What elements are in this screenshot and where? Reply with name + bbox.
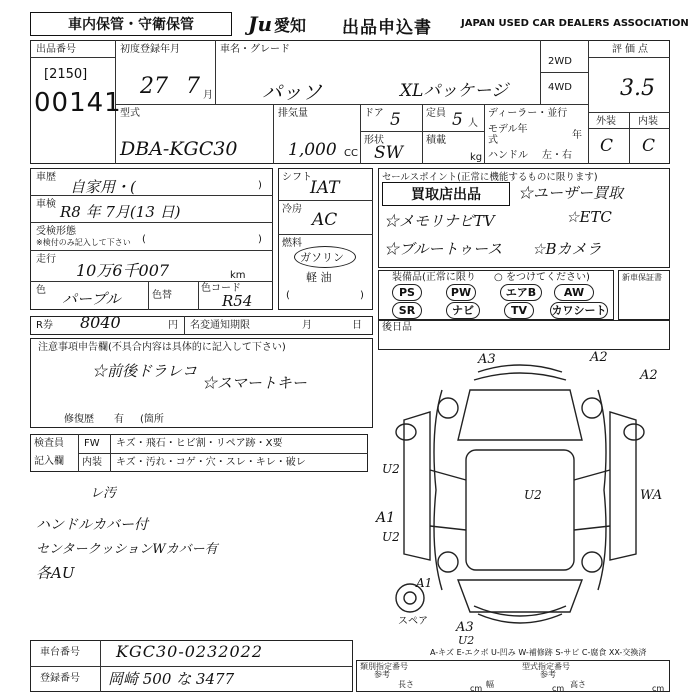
organization-name: JAPAN USED CAR DEALERS ASSOCIATION xyxy=(461,18,689,29)
equipment-circle-symbol: ○ xyxy=(494,272,503,283)
displacement-value: 1,000 xyxy=(288,140,337,160)
equip-navi: ナビ xyxy=(446,302,480,319)
logo-mark: Ju xyxy=(248,12,273,36)
recycle-label: R券 xyxy=(36,320,53,331)
height-unit: cm xyxy=(652,684,665,693)
sales-point-4: ☆ブルートゥース xyxy=(384,240,503,258)
inspector-label-1: 検査員 xyxy=(34,438,64,449)
model-name-value: パッソ xyxy=(262,80,322,104)
chassis-label: 車台番号 xyxy=(40,647,80,658)
sales-point-label: セールスポイント(正常に機能するものに限ります) xyxy=(382,172,598,183)
class-number-ref: 参考 xyxy=(374,670,390,679)
aircon-value: AC xyxy=(312,210,338,230)
color-code-label: 色コード xyxy=(201,283,241,294)
damage-legend: A-キズ E-エクボ U-凹み W-補修跡 S-サビ C-腐食 XX-交換済 xyxy=(430,648,647,657)
diesel-option: 軽 油 xyxy=(306,271,332,284)
gasoline-circle xyxy=(294,246,356,268)
warranty-label: 新車保証書 xyxy=(622,273,662,282)
exterior-score: C xyxy=(600,136,614,156)
deadline-day-unit: 日 xyxy=(352,320,362,331)
equip-sr: SR xyxy=(392,302,422,319)
history-label: 車歴 xyxy=(36,172,56,183)
width-unit: cm xyxy=(552,684,565,693)
equip-tv: TV xyxy=(504,302,534,319)
form-title: 出品申込書 xyxy=(342,18,432,38)
damage-mark-left-rear: A1 xyxy=(376,510,396,526)
inspector-row2-cat: 内装 xyxy=(82,457,102,468)
history-close: ) xyxy=(258,180,262,191)
fuel-label: 燃料 xyxy=(282,238,302,249)
damage-mark-right-top: A2 xyxy=(640,368,658,383)
damage-mark-rear: A3 xyxy=(456,620,474,635)
repair-history-value: 有 xyxy=(114,414,124,425)
type-label: 型式 xyxy=(120,108,140,119)
interior-label: 内装 xyxy=(638,116,658,127)
car-damage-diagram xyxy=(370,350,670,635)
door-label: ドア xyxy=(364,108,384,119)
receive-type-label: 受検形態 xyxy=(36,226,76,237)
color-value: パープル xyxy=(62,290,121,308)
width-label: 幅 xyxy=(486,680,494,689)
history-value: 自家用・( xyxy=(70,178,136,196)
damage-mark-left-quarter: A1 xyxy=(416,576,433,590)
capacity-unit: 人 xyxy=(468,118,478,129)
equipment-mark-label: をつけてください) xyxy=(506,272,590,283)
logo-text: 愛知 xyxy=(274,15,307,35)
load-unit: kg xyxy=(470,152,483,163)
remark-2: ハンドルカバー付 xyxy=(36,517,148,533)
remark-4: 各AU xyxy=(36,564,75,582)
shape-label: 形状 xyxy=(364,135,384,146)
length-unit: cm xyxy=(470,684,483,693)
shift-label: シフト xyxy=(282,172,312,183)
exterior-label: 外装 xyxy=(596,116,616,127)
capacity-label: 定員 xyxy=(426,108,446,119)
later-items-block xyxy=(378,320,670,350)
repair-place-label: (箇所 xyxy=(140,414,164,425)
equip-seat: カワシート xyxy=(551,304,607,317)
mileage-label: 走行 xyxy=(36,254,56,265)
first-registration-year: 27 xyxy=(140,74,168,99)
handle-label: ハンドル xyxy=(488,150,528,161)
chassis-value: KGC30-0232022 xyxy=(116,642,263,661)
inspector-row1: キズ・飛石・ヒビ割・リペア跡・X要 xyxy=(116,438,283,449)
score-label: 評価点 xyxy=(612,44,651,55)
equip-aw: AW xyxy=(554,284,594,301)
plate-label: 登録番号 xyxy=(40,673,80,684)
sales-point-2: ☆メモリナビTV xyxy=(384,212,495,230)
shift-value: IAT xyxy=(310,178,340,198)
notes-line-2: ☆スマートキー xyxy=(202,374,307,392)
year-unit: 年 xyxy=(572,130,582,141)
sales-point-1: ☆ユーザー買取 xyxy=(518,184,624,202)
recycle-unit: 円 xyxy=(168,320,178,331)
remark-1: レ汚 xyxy=(90,486,117,501)
equip-pw: PW xyxy=(446,284,476,301)
aircon-label: 冷房 xyxy=(282,204,302,215)
lot-sub-number: [2150] xyxy=(44,67,88,82)
fuel-paren-open: ( xyxy=(286,290,290,301)
damage-mark-right-side: WA xyxy=(640,488,663,503)
color-code-value: R54 xyxy=(222,292,253,310)
later-items-label: 後日品 xyxy=(382,322,412,333)
class-number-tag: 類別指定番号 xyxy=(360,662,408,671)
damage-mark-front-right: A2 xyxy=(590,350,608,365)
mileage-value: 10万6千007 xyxy=(76,261,170,280)
door-value: 5 xyxy=(390,110,401,130)
first-registration-label: 初度登録年月 xyxy=(120,44,180,55)
grade-value: XLパッケージ xyxy=(400,81,509,101)
association-logo xyxy=(248,12,306,36)
receive-note: ※検付のみ記入して下さい xyxy=(36,238,131,247)
inspection-value: R8 年 7月(13 日) xyxy=(60,203,181,221)
damage-mark-rear-bumper: U2 xyxy=(458,634,475,647)
header-left-title: 車内保管・守衛保管 xyxy=(30,12,232,36)
inspection-label: 車検 xyxy=(36,199,56,210)
4wd-label: 4WD xyxy=(548,82,572,93)
color-change-label: 色替 xyxy=(152,290,172,301)
damage-mark-roof: U2 xyxy=(524,488,542,502)
km-unit: km xyxy=(230,270,246,281)
recycle-value: 8040 xyxy=(80,313,121,332)
spare-label: スペア xyxy=(398,616,428,627)
buyer-badge: 買取店出品 xyxy=(382,182,510,206)
cc-unit: CC xyxy=(344,148,358,159)
model-name-label: 車名・グレード xyxy=(220,44,290,55)
inspector-row2: キズ・汚れ・コゲ・穴・スレ・キレ・破レ xyxy=(116,457,306,468)
inspector-label-2: 記入欄 xyxy=(34,456,64,467)
month-unit: 月 xyxy=(203,90,213,101)
deadline-label: 名変通知期限 xyxy=(190,320,250,331)
height-label: 高さ xyxy=(570,680,586,689)
first-registration-month: 7 xyxy=(186,74,200,99)
damage-mark-front: A3 xyxy=(478,352,496,367)
score-value: 3.5 xyxy=(620,76,655,101)
plate-value: 岡崎 500 な 3477 xyxy=(108,670,235,688)
model-year-label: モデル年式 xyxy=(488,124,528,146)
handle-value: 左・右 xyxy=(542,150,572,161)
length-label: 長さ xyxy=(398,680,414,689)
capacity-value: 5 xyxy=(452,110,463,130)
equip-airbag: エアB xyxy=(500,284,542,301)
sales-point-5: ☆Bカメラ xyxy=(532,240,602,258)
receive-close: ) xyxy=(258,234,262,245)
fuel-paren-close: ) xyxy=(360,290,364,301)
deadline-month-unit: 月 xyxy=(302,320,312,331)
equipment-label: 装備品(正常に限り xyxy=(392,272,476,283)
2wd-label: 2WD xyxy=(548,56,572,67)
load-label: 積載 xyxy=(426,135,446,146)
inspector-row1-cat: FW xyxy=(84,438,100,449)
damage-mark-left-lower: U2 xyxy=(382,530,400,544)
receive-open: ( xyxy=(142,234,146,245)
damage-mark-left-door: U2 xyxy=(382,462,400,476)
repair-history-label: 修復歴 xyxy=(64,414,94,425)
notes-line-1: ☆前後ドラレコ xyxy=(92,362,198,380)
lot-number: 00141 xyxy=(34,88,122,118)
notes-label: 注意事項申告欄(不具合内容は具体的に記入して下さい) xyxy=(38,342,286,353)
remark-3: センタークッションWカバー有 xyxy=(36,542,218,557)
type-number-ref: 参考 xyxy=(540,670,556,679)
shape-value: SW xyxy=(374,143,404,163)
color-label: 色 xyxy=(36,285,46,296)
lot-number-label: 出品番号 xyxy=(36,44,76,55)
sales-point-3: ☆ETC xyxy=(566,208,612,226)
dealer-label: ディーラー・並行 xyxy=(488,108,568,119)
equip-ps: PS xyxy=(392,284,422,301)
type-number-tag: 型式指定番号 xyxy=(522,662,570,671)
type-value: DBA-KGC30 xyxy=(120,138,238,160)
interior-score: C xyxy=(642,136,656,156)
displacement-label: 排気量 xyxy=(278,108,308,119)
gasoline-option: ガソリン xyxy=(300,251,344,264)
